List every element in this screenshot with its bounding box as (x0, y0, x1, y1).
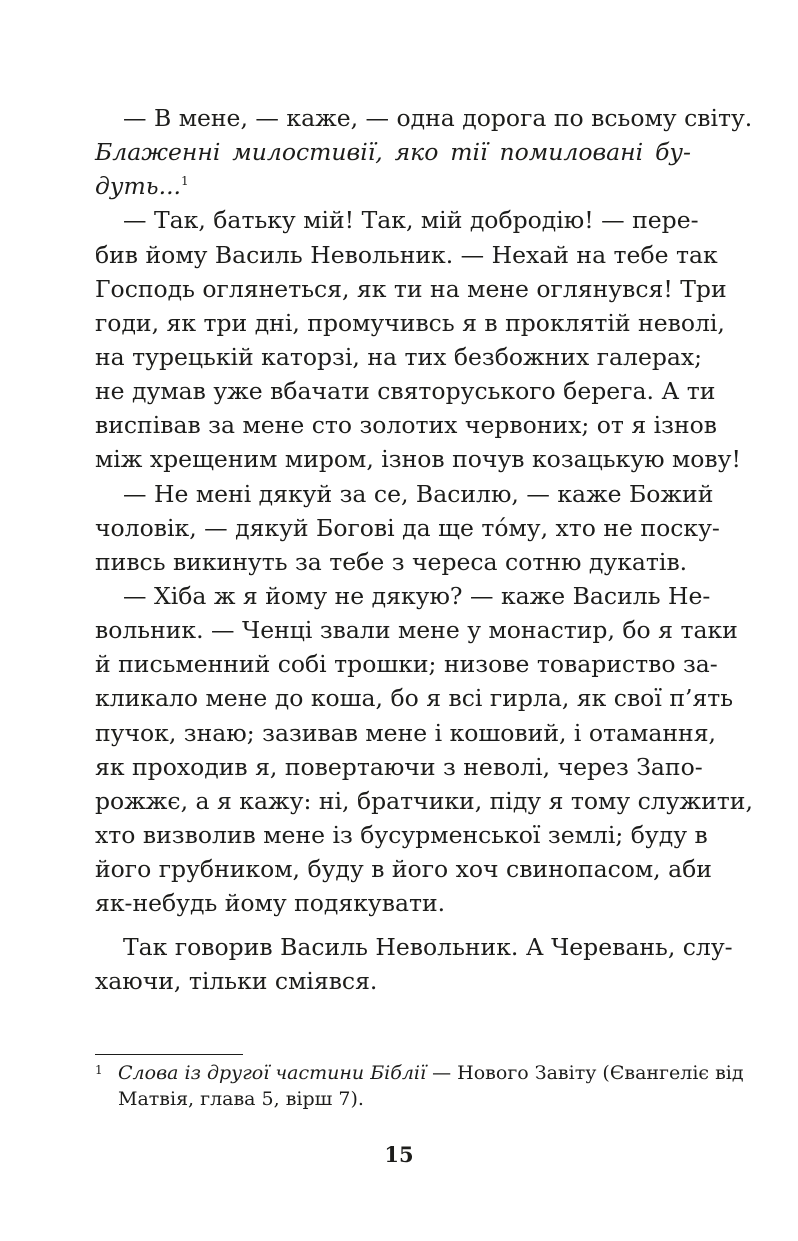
text-line: пивсь викинуть за тебе з череса сотню дукатів. (95, 548, 688, 576)
footnote-text (118, 1060, 744, 1086)
text-line: хто визволив мене із бусурменської землі; буду в (95, 821, 708, 849)
text-line: як-небудь йому подякувати. (95, 889, 446, 917)
text-line: пучок, знаю; зазивав мене і кошовий, і отамання, (95, 719, 716, 747)
text-line: вольник. — Ченці звали мене у монастир, бо я таки (95, 616, 738, 644)
text-line: Так говорив Василь Невольник. А Черевань, слу- (123, 933, 733, 961)
text-line: кликало мене до коша, бо я всі гирла, як свої п’ять (95, 684, 734, 712)
text-line: бив йому Василь Невольник. — Нехай на тебе так (95, 241, 718, 269)
text-line: й письменний собі трошки; низове товариство за- (95, 650, 718, 678)
text-line: виспівав за мене сто золотих червоних; от я ізнов (95, 411, 718, 439)
text-line: чоловік, — дякуй Богові да ще то́му, хто не поску- (95, 514, 720, 542)
italic-quote: Блаженні милостивії, яко тії помиловані бу- (95, 138, 691, 166)
footnote-reference[interactable]: 1 (181, 174, 189, 189)
footnote-marker: 1 (95, 1063, 103, 1077)
text-line: його грубником, буду в його хоч свинопасом, аби (95, 855, 712, 883)
text-line: — Хіба ж я йому не дякую? — каже Василь Не- (123, 582, 711, 610)
footnote-italic: Слова із другої частини Біблії (118, 1062, 427, 1084)
text-line (95, 171, 691, 201)
text-line: не думав уже вбачати святоруського берега. А ти (95, 377, 716, 405)
text-line: Господь оглянеться, як ти на мене оглянувся! Три (95, 275, 727, 303)
text-line: годи, як три дні, промучивсь я в проклятій неволі, (95, 309, 725, 337)
text-line: хаючи, тільки сміявся. (95, 967, 378, 995)
italic-quote: дуть... (95, 172, 182, 200)
footnote-rest: — Нового Завіту (Євангеліє від (426, 1062, 744, 1084)
text-line: на турецькій каторзі, на тих безбожних галерах; (95, 343, 703, 371)
text-line: рожжє, а я кажу: ні, братчики, піду я тому служити, (95, 787, 753, 815)
text-line: як проходив я, повертаючи з неволі, через Запо- (95, 753, 703, 781)
text-line: — Не мені дякуй за се, Василю, — каже Божий (123, 480, 714, 508)
page-number: 15 (384, 1142, 414, 1167)
text-line: — Так, батьку мій! Так, мій добродію! — пере- (123, 206, 699, 234)
text-line: — В мене, — каже, — одна дорога по всьому світу. (123, 104, 753, 132)
footnote-text-line2: Матвія, глава 5, вірш 7). (118, 1088, 364, 1110)
text-line: між хрещеним миром, ізнов почув козацькую мову! (95, 445, 741, 473)
footnote-divider (95, 1054, 243, 1055)
text-line (95, 137, 691, 167)
